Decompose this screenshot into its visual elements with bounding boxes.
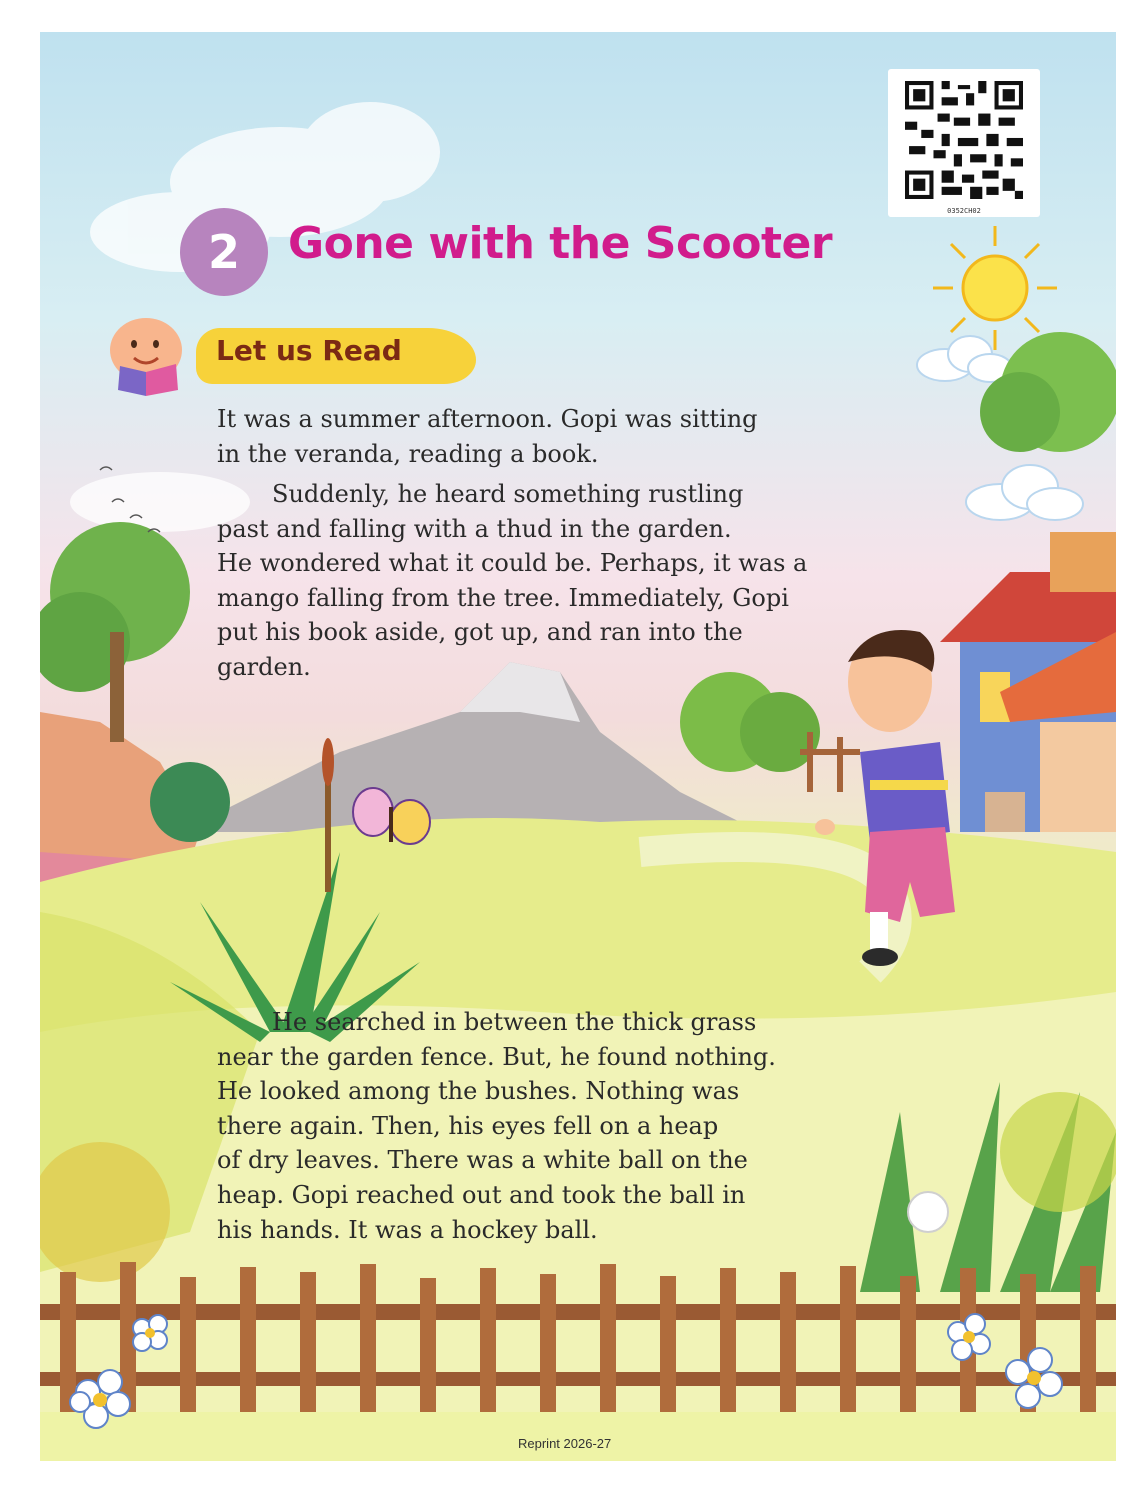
text-line: near the garden fence. But, he found nothing.: [217, 1042, 776, 1071]
qr-code-block[interactable]: [888, 69, 1040, 217]
text-line: heap. Gopi reached out and took the ball in: [217, 1180, 746, 1209]
house-icon: [940, 532, 1116, 832]
chapter-number-badge: 2: [180, 208, 268, 296]
story-paragraph-3: [217, 1005, 937, 1247]
reading-child-icon: [100, 314, 196, 396]
text-line: past and falling with a thud in the garden.: [217, 514, 732, 543]
qr-code-icon: [902, 81, 1026, 199]
text-line: He looked among the bushes. Nothing was: [217, 1077, 740, 1106]
chapter-title: Gone with the Scooter: [288, 218, 833, 269]
text-line: Suddenly, he heard something rustling: [272, 480, 744, 508]
text-line: of dry leaves. There was a white ball on the: [217, 1146, 748, 1175]
section-label: Let us Read: [216, 334, 402, 367]
sun-icon: [933, 226, 1057, 350]
text-line: It was a summer afternoon. Gopi was sitting: [217, 405, 758, 433]
text-line: mango falling from the tree. Immediately, Gopi: [217, 583, 789, 612]
text-line: put his book aside, got up, and ran into the: [217, 618, 743, 647]
text-line: He searched in between the thick grass: [272, 1008, 757, 1036]
reprint-note: Reprint 2026-27: [518, 1436, 612, 1451]
text-line: there again. Then, his eyes fell on a heap: [217, 1111, 719, 1140]
story-paragraph-1: [217, 402, 937, 471]
qr-code-id: 0352CH02: [947, 207, 981, 215]
text-line: garden.: [217, 652, 311, 681]
text-line: his hands. It was a hockey ball.: [217, 1215, 598, 1244]
book-page: [40, 32, 1116, 1461]
story-paragraph-2: [217, 477, 937, 685]
text-line: in the veranda, reading a book.: [217, 439, 599, 468]
text-line: He wondered what it could be. Perhaps, it was a: [217, 549, 808, 578]
